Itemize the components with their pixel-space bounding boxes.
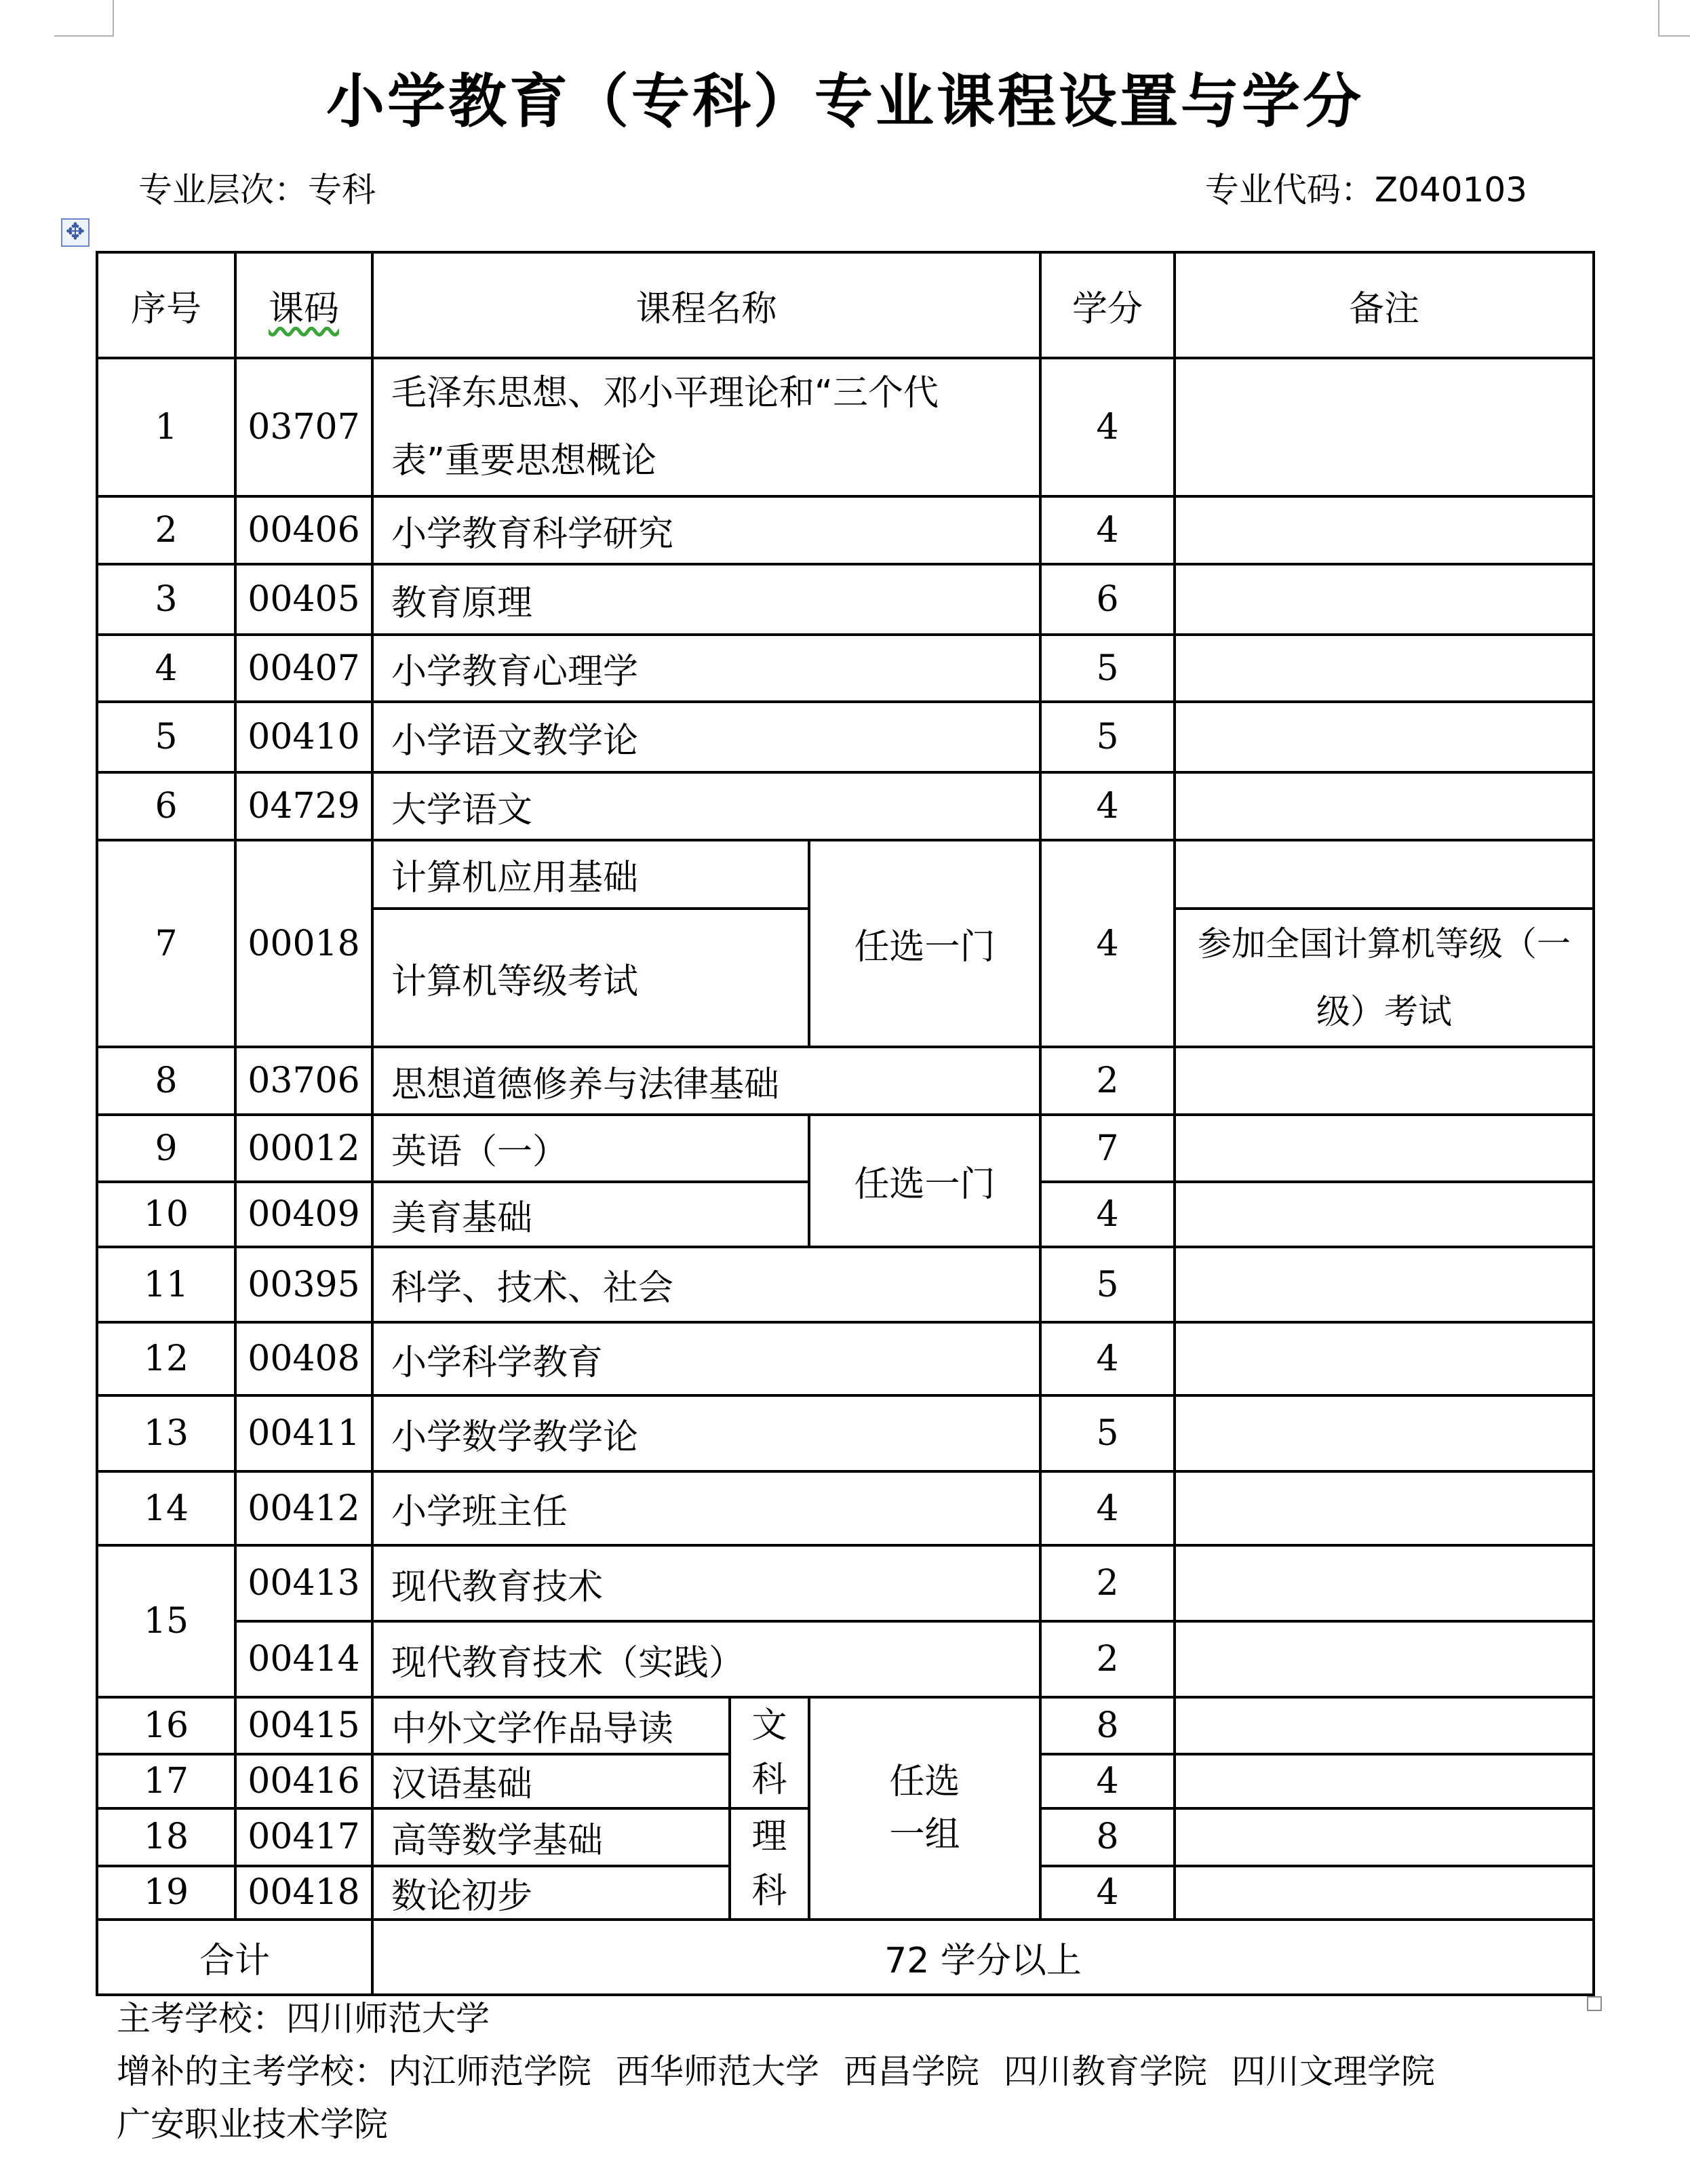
extra-school: 内江师范学院 [388, 2052, 591, 2091]
table-total-row [97, 1920, 1594, 1995]
cell-note [1175, 840, 1594, 909]
cell-code: 00406 [235, 496, 372, 564]
cell-course-name: 毛泽东思想、邓小平理论和“三个代表”重要思想概论 [372, 358, 1040, 496]
cell-course-name: 计算机应用基础 [372, 840, 809, 909]
header-code [235, 252, 372, 358]
extra-schools-line-2 [117, 2098, 1435, 2151]
cell-course-name: 汉语基础 [372, 1754, 730, 1809]
cell-code: 00413 [235, 1545, 372, 1621]
cell-seq: 18 [97, 1808, 235, 1866]
table-row [97, 840, 1594, 909]
cell-course-name: 科学、技术、社会 [372, 1247, 1040, 1322]
extra-school: 西昌学院 [844, 2052, 979, 2091]
cell-seq: 11 [97, 1247, 235, 1322]
group-liberal-label: 文科 [751, 1705, 787, 1800]
table-row [97, 635, 1594, 702]
table-header-row [97, 252, 1594, 358]
cell-credit: 2 [1040, 1545, 1175, 1621]
cell-credit: 4 [1040, 1182, 1175, 1247]
page-corner-mark [1658, 0, 1690, 37]
cell-credit: 4 [1040, 496, 1175, 564]
page-corner-mark [54, 0, 114, 37]
cell-code: 00407 [235, 635, 372, 702]
cell-credit: 5 [1040, 702, 1175, 772]
header-name: 课程名称 [372, 252, 1040, 358]
cell-note [1175, 1754, 1594, 1809]
major-level: 专业层次：专科 [138, 170, 376, 210]
cell-note [1175, 772, 1594, 840]
cell-course-name: 教育原理 [372, 564, 1040, 635]
cell-seq: 9 [97, 1115, 235, 1182]
cell-seq: 19 [97, 1866, 235, 1920]
table-row [97, 1322, 1594, 1395]
cell-credit: 5 [1040, 1247, 1175, 1322]
cell-course-name: 数论初步 [372, 1866, 730, 1920]
cell-course-name: 现代教育技术（实践） [372, 1621, 1040, 1697]
cell-course-name: 高等数学基础 [372, 1808, 730, 1866]
header-code-label: 课码 [268, 288, 339, 330]
cell-code: 00395 [235, 1247, 372, 1322]
cell-code: 03706 [235, 1047, 372, 1115]
table-row [97, 1247, 1594, 1322]
cell-note [1175, 358, 1594, 496]
cell-course-name: 思想道德修养与法律基础 [372, 1047, 1040, 1115]
cell-seq: 12 [97, 1322, 235, 1395]
cell-code: 00418 [235, 1866, 372, 1920]
group-science-label: 理科 [751, 1816, 787, 1911]
table-row [97, 772, 1594, 840]
cell-seq: 3 [97, 564, 235, 635]
cell-choice: 任选一门 [809, 840, 1040, 1047]
cell-code: 00409 [235, 1182, 372, 1247]
cell-note [1175, 1697, 1594, 1754]
cell-credit: 4 [1040, 1754, 1175, 1809]
cell-credit: 4 [1040, 1471, 1175, 1545]
cell-course-name: 小学教育心理学 [372, 635, 1040, 702]
cell-note [1175, 564, 1594, 635]
cell-credit: 6 [1040, 564, 1175, 635]
extra-school: 广安职业技术学院 [117, 2105, 388, 2144]
table-row [97, 564, 1594, 635]
cell-code: 00405 [235, 564, 372, 635]
table-row [97, 1471, 1594, 1545]
cell-course-name: 小学数学教学论 [372, 1395, 1040, 1471]
cell-seq: 10 [97, 1182, 235, 1247]
cell-code: 00412 [235, 1471, 372, 1545]
cell-code: 00415 [235, 1697, 372, 1754]
cell-note [1175, 1395, 1594, 1471]
cell-code: 00012 [235, 1115, 372, 1182]
cell-course-name: 小学教育科学研究 [372, 496, 1040, 564]
cell-seq: 1 [97, 358, 235, 496]
cell-credit: 7 [1040, 1115, 1175, 1182]
cell-code: 00408 [235, 1322, 372, 1395]
table-row [97, 1047, 1594, 1115]
cell-note [1175, 1182, 1594, 1247]
cell-seq: 4 [97, 635, 235, 702]
main-school: 主考学校：四川师范大学 [117, 1999, 490, 2038]
extra-schools-label: 增补的主考学校： [117, 2052, 388, 2091]
cell-credit: 2 [1040, 1621, 1175, 1697]
cell-note [1175, 1621, 1594, 1697]
cell-seq: 5 [97, 702, 235, 772]
cell-group-liberal [730, 1697, 809, 1808]
cell-credit: 4 [1040, 1866, 1175, 1920]
extra-school: 四川文理学院 [1232, 2052, 1435, 2091]
cell-credit: 4 [1040, 1322, 1175, 1395]
cell-credit: 4 [1040, 772, 1175, 840]
cell-seq: 6 [97, 772, 235, 840]
header-note: 备注 [1175, 252, 1594, 358]
table-row [97, 1395, 1594, 1471]
extra-school: 四川教育学院 [1004, 2052, 1207, 2091]
cell-code: 00411 [235, 1395, 372, 1471]
cell-credit: 8 [1040, 1808, 1175, 1866]
extra-school: 西华师范大学 [616, 2052, 819, 2091]
cell-seq: 2 [97, 496, 235, 564]
cell-note [1175, 1047, 1594, 1115]
cell-credit: 4 [1040, 358, 1175, 496]
cell-note [1175, 496, 1594, 564]
document-title: 小学教育（专科）专业课程设置与学分 [326, 68, 1364, 136]
table-row [97, 1115, 1594, 1182]
cell-note [1175, 1866, 1594, 1920]
cell-code: 00417 [235, 1808, 372, 1866]
table-row [97, 358, 1594, 496]
cell-note [1175, 635, 1594, 702]
cell-credit: 2 [1040, 1047, 1175, 1115]
table-row [97, 1621, 1594, 1697]
cell-seq: 14 [97, 1471, 235, 1545]
cell-code: 00416 [235, 1754, 372, 1809]
cell-code: 04729 [235, 772, 372, 840]
cell-course-name: 大学语文 [372, 772, 1040, 840]
cell-course-name: 现代教育技术 [372, 1545, 1040, 1621]
cell-code: 03707 [235, 358, 372, 496]
cell-seq: 15 [97, 1545, 235, 1697]
cell-credit: 4 [1040, 840, 1175, 1047]
major-code: 专业代码：Z040103 [1204, 170, 1527, 210]
extra-schools-line [117, 2045, 1435, 2098]
cell-seq: 17 [97, 1754, 235, 1809]
cell-seq: 7 [97, 840, 235, 1047]
cell-course-name: 中外文学作品导读 [372, 1697, 730, 1754]
header-seq: 序号 [97, 252, 235, 358]
footer-notes [117, 1992, 1435, 2151]
cell-code: 00410 [235, 702, 372, 772]
cell-seq: 8 [97, 1047, 235, 1115]
cell-note: 参加全国计算机等级（一级）考试 [1175, 909, 1594, 1047]
cell-note [1175, 1545, 1594, 1621]
table-row [97, 496, 1594, 564]
cell-seq: 16 [97, 1697, 235, 1754]
cell-seq: 13 [97, 1395, 235, 1471]
cell-choice: 任选一门 [809, 1115, 1040, 1247]
cell-course-name: 美育基础 [372, 1182, 809, 1247]
cell-total-label: 合计 [97, 1920, 372, 1995]
cell-credit: 5 [1040, 635, 1175, 702]
cell-course-name: 小学科学教育 [372, 1322, 1040, 1395]
cell-course-name: 英语（一） [372, 1115, 809, 1182]
table-row [97, 1697, 1594, 1754]
choice-group-label: 任选一组 [889, 1762, 960, 1855]
course-table [96, 251, 1595, 1996]
table-row [97, 1545, 1594, 1621]
cell-credit: 5 [1040, 1395, 1175, 1471]
cell-code: 00018 [235, 840, 372, 1047]
cell-group-science [730, 1808, 809, 1920]
cell-course-name: 小学班主任 [372, 1471, 1040, 1545]
cell-note [1175, 702, 1594, 772]
header-credit: 学分 [1040, 252, 1175, 358]
table-move-handle-icon[interactable]: ✥ [61, 218, 90, 247]
cell-note [1175, 1808, 1594, 1866]
cell-course-name: 小学语文教学论 [372, 702, 1040, 772]
cell-credit: 8 [1040, 1697, 1175, 1754]
cell-course-name: 计算机等级考试 [372, 909, 809, 1047]
cell-note [1175, 1115, 1594, 1182]
cell-note [1175, 1247, 1594, 1322]
cell-note [1175, 1322, 1594, 1395]
cell-note [1175, 1471, 1594, 1545]
cell-choice-group [809, 1697, 1040, 1920]
cell-code: 00414 [235, 1621, 372, 1697]
cell-total-value: 72 学分以上 [372, 1920, 1594, 1995]
table-resize-handle[interactable] [1587, 1996, 1602, 2011]
table-row [97, 702, 1594, 772]
